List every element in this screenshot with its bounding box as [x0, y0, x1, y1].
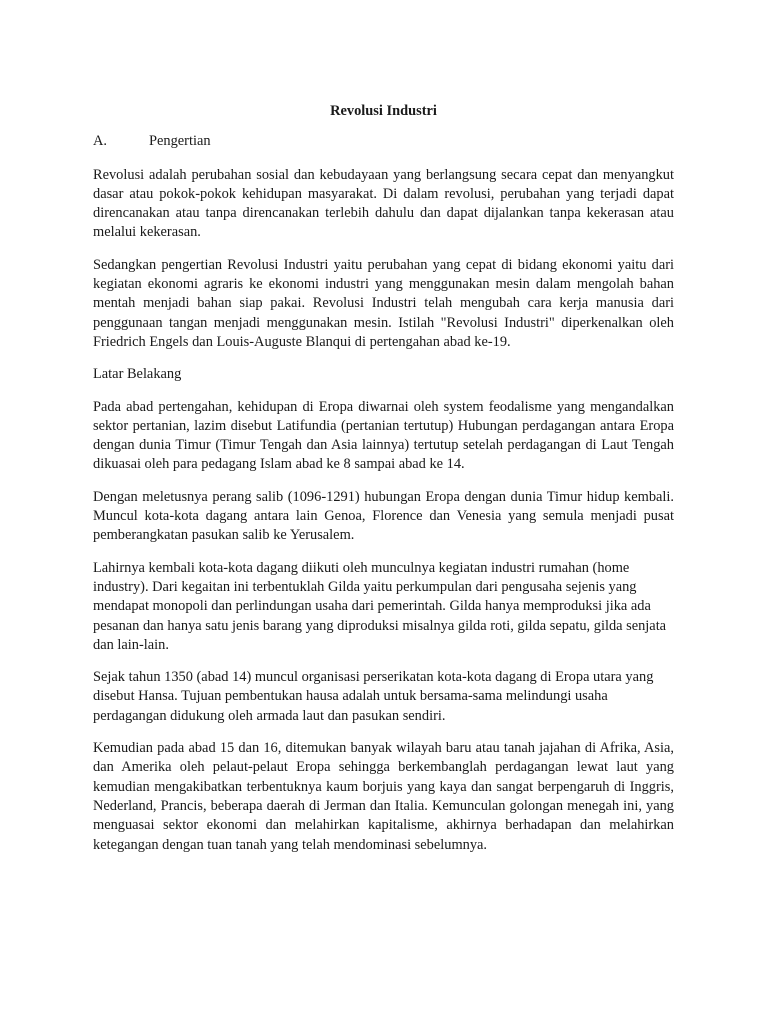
section-label: Pengertian	[149, 133, 211, 150]
paragraph-feodalisme: Pada abad pertengahan, kehidupan di Eropa diwarnai oleh system feodalisme yang mengandalkan sektor pertanian, lazim disebut Latifundia (pertanian tertutup) Hubungan perdagangan antara Eropa dengan dunia Timur (Timur Tengah dan Asia lainnya) tertutup setelah perdagangan di Laut Tengah dikuasai oleh para pedagang Islam abad ke 8 sampai abad ke 14.	[93, 398, 674, 473]
section-heading-pengertian	[93, 132, 674, 151]
paragraph-revolusi-definition: Revolusi adalah perubahan sosial dan kebudayaan yang berlangsung secara cepat dan menyangkut dasar atau pokok-pokok kehidupan masyarakat. Di dalam revolusi, perubahan yang terjadi dapat direncanakan atau tanpa direncanakan terlebih dahulu dan dapat dijalankan tanpa kekerasan atau melalui kekerasan.	[93, 166, 674, 241]
paragraph-revolusi-industri-definition: Sedangkan pengertian Revolusi Industri yaitu perubahan yang cepat di bidang ekonomi yaitu dari kegiatan ekonomi agraris ke ekonomi industri yang menggunakan mesin dalam mengolah bahan mentah menjadi bahan siap pakai. Revolusi Industri telah mengubah cara kerja manusia dari penggunaan tangan menjadi menggunakan mesin. Istilah "Revolusi Industri" diperkenalkan oleh Friedrich Engels dan Louis-Auguste Blanqui di pertengahan abad ke-19.	[93, 256, 674, 350]
document-page	[93, 102, 674, 868]
paragraph-borjuis: Kemudian pada abad 15 dan 16, ditemukan banyak wilayah baru atau tanah jajahan di Afrika, Asia, dan Amerika oleh pelaut-pelaut Eropa sehingga berkembanglah perdagangan lewat laut yang kemudian mengakibatkan terbentuknya kaum borjuis yang kaya dan sangat berpengaruh di Inggris, Nederland, Prancis, beberapa daerah di Jerman dan Italia. Kemunculan golongan menegah ini, yang menguasai sektor ekonomi dan melahirkan kapitalisme, akhirnya berhadapan dan melahirkan ketegangan dengan tuan tanah yang telah mendominasi sebelumnya.	[93, 740, 674, 853]
document-title: Revolusi Industri	[330, 103, 437, 119]
paragraph-hansa: Sejak tahun 1350 (abad 14) muncul organisasi perserikatan kota-kota dagang di Eropa utara yang disebut Hansa. Tujuan pembentukan hausa adalah untuk bersama-sama melindungi usaha perdagangan didukung oleh armada laut dan pasukan sendiri.	[93, 669, 654, 724]
section-heading-latar-belakang: Latar Belakang	[93, 366, 182, 383]
paragraph-perang-salib: Dengan meletusnya perang salib (1096-1291) hubungan Eropa dengan dunia Timur hidup kembali. Muncul kota-kota dagang antara lain Genoa, Florence dan Venesia yang semula menjadi pusat pemberangkatan pasukan salib ke Yerusalem.	[93, 488, 674, 544]
section-number: A.	[93, 133, 107, 150]
paragraph-gilda: Lahirnya kembali kota-kota dagang diikuti oleh munculnya kegiatan industri rumahan (home industry). Dari kegaitan ini terbentuklah Gilda yaitu perkumpulan dari pengusaha sejenis yang mendapat monopoli dan perlindungan usaha dari pemerintah. Gilda hanya memproduksi jika ada pesanan dan hanya satu jenis barang yang diproduksi misalnya gilda roti, gilda sepatu, gilda senjata dan lain-lain.	[93, 559, 667, 653]
